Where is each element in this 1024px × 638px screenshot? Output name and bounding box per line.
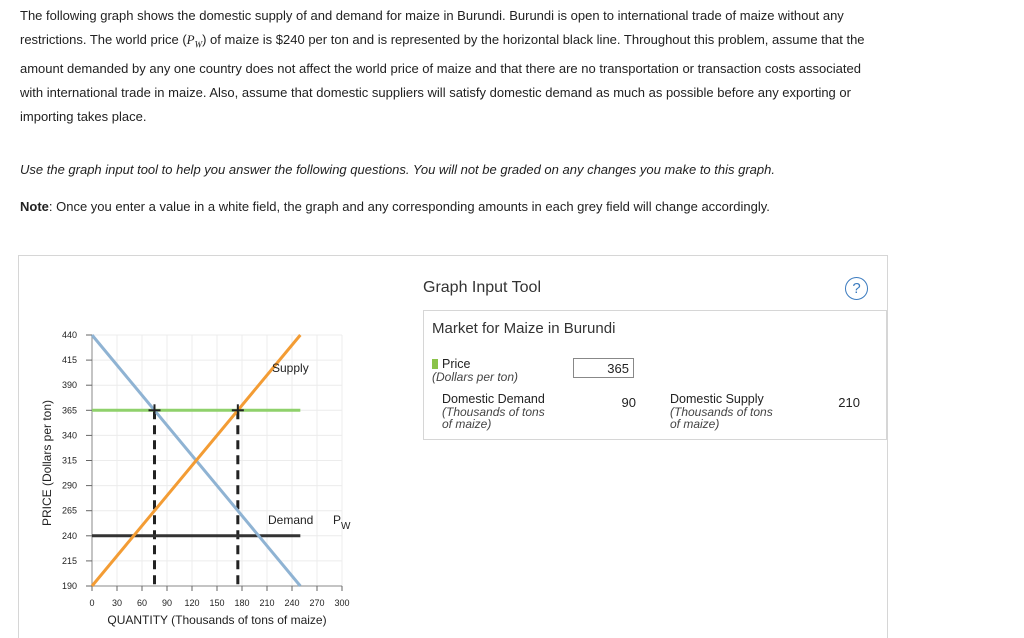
y-tick-label: 290 — [61, 480, 77, 491]
x-tick-label: 240 — [284, 598, 300, 608]
demand-curve-label: Demand — [268, 513, 314, 527]
market-title: Market for Maize in Burundi — [432, 320, 616, 337]
domestic-demand-value: 90 — [621, 395, 636, 410]
domestic-supply-value: 210 — [838, 395, 860, 410]
y-tick-label: 215 — [61, 555, 77, 566]
x-tick-label: 300 — [334, 598, 350, 608]
description-line: importing takes place. — [20, 108, 147, 124]
note: Note: Once you enter a value in a white field, the graph and any corresponding amounts in each grey field will change accordingly. — [20, 199, 770, 214]
price-input[interactable]: 365 — [573, 358, 634, 378]
y-tick-label: 440 — [61, 330, 77, 340]
y-tick-label: 340 — [61, 430, 77, 441]
x-axis-label: QUANTITY (Thousands of tons of maize) — [107, 613, 327, 627]
y-tick-label: 190 — [61, 581, 77, 591]
x-tick-label: 120 — [184, 598, 200, 608]
world-price-label: $P_W$ — [333, 513, 351, 532]
y-axis-label: PRICE (Dollars per ton) — [40, 399, 54, 527]
x-tick-label: 210 — [259, 598, 275, 608]
x-tick-label: 30 — [111, 598, 123, 608]
price-field-label: Price (Dollars per ton) — [432, 357, 519, 384]
description-line: The following graph shows the domestic supply of and demand for maize in Burundi. Burundi is open to international trade of maize without any — [20, 8, 844, 23]
world-price-symbol: $P_W$ — [186, 32, 203, 50]
y-tick-label: 315 — [61, 455, 77, 466]
price-swatch-icon — [432, 359, 438, 369]
domestic-demand-label: Domestic Demand (Thousands of tons of maize) — [442, 392, 545, 431]
y-tick-label: 240 — [61, 530, 77, 541]
description-line: with international trade in maize. Also, assume that domestic suppliers will satisfy domestic demand as much as possible before any exporting or — [20, 84, 851, 100]
market-input-box — [423, 310, 887, 440]
domestic-supply-label: Domestic Supply (Thousands of tons of maize) — [670, 392, 773, 431]
y-tick-label: 390 — [61, 380, 77, 391]
y-tick-label: 265 — [61, 505, 77, 516]
x-tick-label: 180 — [234, 598, 250, 608]
x-tick-label: 90 — [161, 598, 173, 608]
y-tick-label: 415 — [61, 355, 77, 366]
y-tick-label: 365 — [61, 405, 77, 416]
instructions: Use the graph input tool to help you answer the following questions. You will not be graded on any changes you make to this graph. — [20, 162, 775, 177]
description-line: restrictions. The world price $(P_W)$ of maize is $240 per ton and is represented by the horizontal black line. Throughout this problem, assume that the — [20, 32, 865, 50]
x-tick-label: 0 — [89, 598, 95, 608]
description-line: amount demanded by any one country does not affect the world price of maize and that there are no transportation or transaction costs associated — [20, 60, 861, 76]
x-tick-label: 270 — [309, 598, 325, 608]
help-icon[interactable]: ? — [845, 277, 868, 300]
supply-curve-label: Supply — [272, 361, 309, 375]
graph-input-tool-title: Graph Input Tool — [423, 279, 542, 296]
x-tick-label: 150 — [209, 598, 225, 608]
x-tick-label: 60 — [136, 598, 148, 608]
